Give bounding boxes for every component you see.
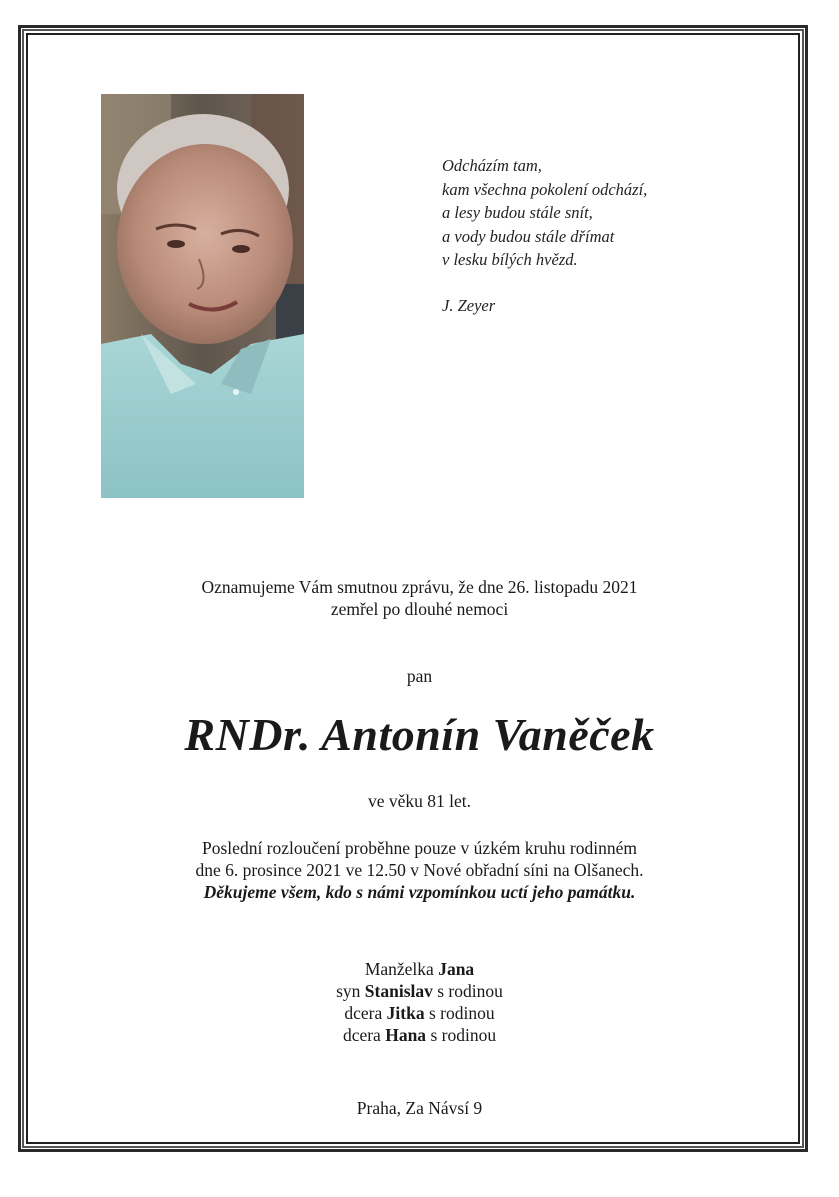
family-member xyxy=(0,980,839,1002)
thanks-line: Děkujeme všem, kdo s námi vzpomínkou uctí jeho památku. xyxy=(203,882,636,902)
poem-line: a lesy budou stále snít, xyxy=(442,203,593,222)
poem xyxy=(442,154,647,317)
farewell-line: Poslední rozloučení proběhne pouze v úzkém kruhu rodinném xyxy=(202,838,637,858)
age-line: ve věku 81 let. xyxy=(367,791,472,811)
member-name: Jitka xyxy=(386,1003,425,1023)
farewell-info xyxy=(0,837,839,903)
address: Praha, Za Návsí 9 xyxy=(356,1098,483,1118)
relation: dcera xyxy=(342,1025,386,1045)
poem-line: kam všechna pokolení odchází, xyxy=(442,179,648,199)
relation: Manželka xyxy=(364,959,439,979)
member-name: Hana xyxy=(385,1025,427,1045)
poem-line: Odcházím tam, xyxy=(442,156,542,175)
member-name: Jana xyxy=(438,959,475,979)
poem-line: a vody budou stále dřímat xyxy=(442,226,615,246)
relation: syn xyxy=(336,981,365,1001)
announcement-line: Oznamujeme Vám smutnou zprávu, že dne 26. listopadu 2021 xyxy=(201,577,638,597)
deceased-name: RNDr. Antonín Vaněček xyxy=(184,709,655,760)
suffix: s rodinou xyxy=(424,1003,495,1023)
announcement-line: zemřel po dlouhé nemoci xyxy=(330,599,509,619)
poem-line: v lesku bílých hvězd. xyxy=(442,250,578,269)
member-name: Stanislav xyxy=(364,981,433,1001)
farewell-line: dne 6. prosince 2021 ve 12.50 v Nové obřadní síni na Olšanech. xyxy=(195,860,644,880)
salutation: pan xyxy=(406,666,433,686)
relation: dcera xyxy=(344,1003,387,1023)
poem-author: J. Zeyer xyxy=(442,295,496,315)
announcement xyxy=(0,576,839,620)
suffix: s rodinou xyxy=(432,981,503,1001)
family-member xyxy=(0,1024,839,1046)
portrait-photo-icon xyxy=(101,94,304,498)
portrait-photo xyxy=(101,94,304,498)
suffix: s rodinou xyxy=(426,1025,497,1045)
family-member xyxy=(0,958,839,980)
family-member xyxy=(0,1002,839,1024)
family-list xyxy=(0,958,839,1046)
